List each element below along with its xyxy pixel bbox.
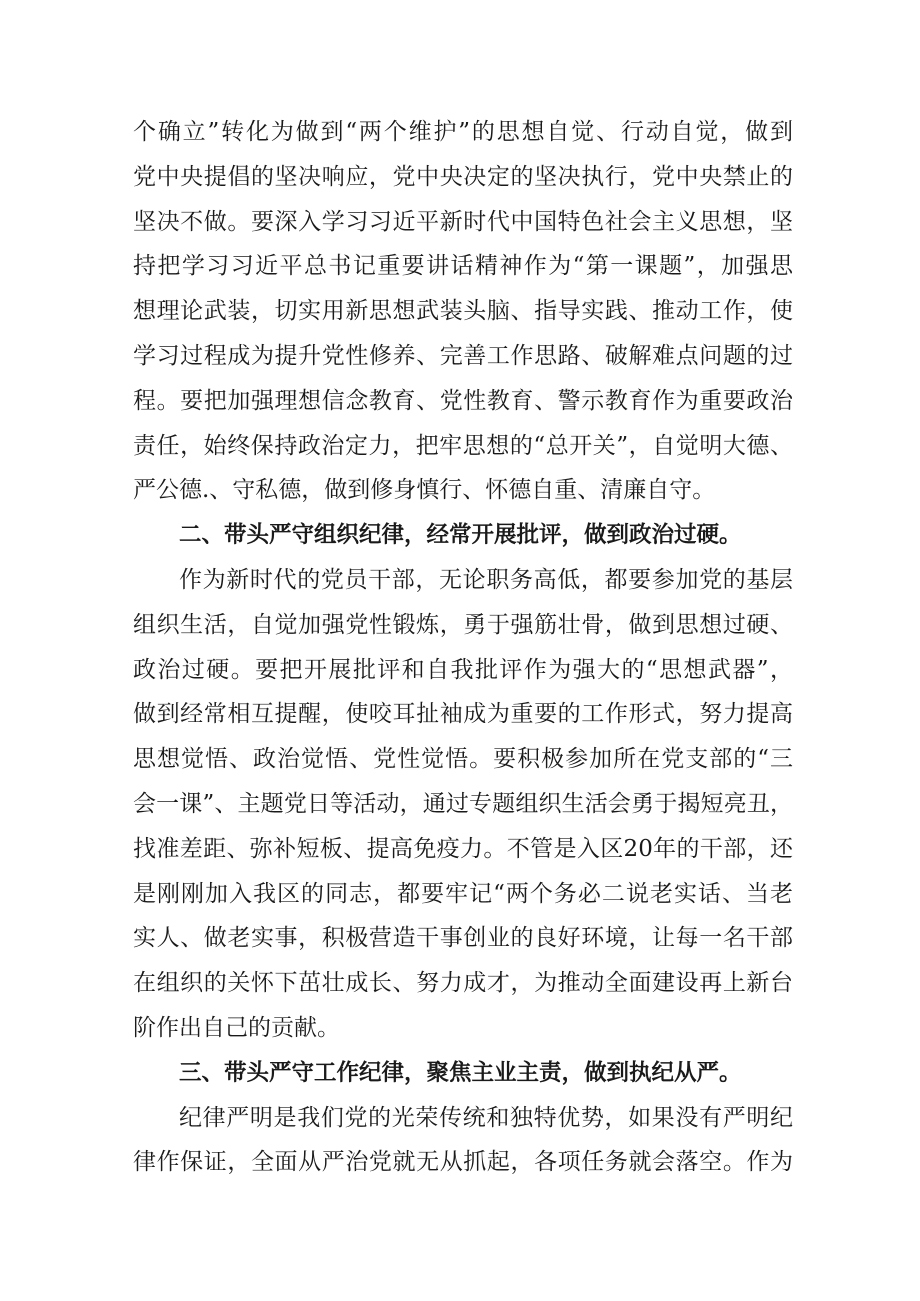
paragraph-line: 实人、做老实事，积极营造干事创业的良好环境，让每一名干部 [133, 925, 793, 952]
paragraph-line: 政治过硬。要把开展批评和自我批评作为强大的“思想武器”， [133, 656, 793, 683]
section-heading-2: 二、带头严守组织纪律，经常开展批评，做到政治过硬。 [179, 522, 742, 549]
section-heading-3: 三、带头严守工作纪律，聚焦主业主责，做到执纪从严。 [179, 1059, 742, 1086]
paragraph-line: 会一课”、主题党日等活动，通过专题组织生活会勇于揭短亮丑， [133, 790, 793, 817]
paragraph-line: 坚决不做。要深入学习习近平新时代中国特色社会主义思想，坚 [133, 208, 793, 235]
paragraph-line: 学习过程成为提升党性修养、完善工作思路、破解难点问题的过 [133, 342, 793, 369]
document-body [133, 110, 793, 1185]
paragraph-line: 持把学习习近平总书记重要讲话精神作为“第一课题”，加强思 [133, 253, 793, 280]
paragraph-line: 组织生活，自觉加强党性锻炼，勇于强筋壮骨，做到思想过硬、 [133, 611, 793, 638]
paragraph-line: 个确立”转化为做到“两个维护”的思想自觉、行动自觉，做到 [133, 119, 793, 145]
paragraph-line: 思想觉悟、政治觉悟、党性觉悟。要积极参加所在党支部的“三 [133, 746, 793, 773]
paragraph-line: 党中央提倡的坚决响应，党中央决定的坚决执行，党中央禁止的 [133, 163, 793, 190]
paragraph-line: 做到经常相互提醒，使咬耳扯袖成为重要的工作形式，努力提高 [133, 701, 793, 728]
paragraph-line: 纪律严明是我们党的光荣传统和独特优势，如果没有严明纪 [179, 1104, 793, 1131]
paragraph-line: 是刚刚加入我区的同志，都要牢记“两个务必二说老实话、当老 [133, 880, 793, 907]
paragraph-line: 律作保证，全面从严治党就无从抓起，各项任务就会落空。作为 [133, 1149, 793, 1176]
paragraph-line: 程。要把加强理想信念教育、党性教育、警示教育作为重要政治 [133, 387, 793, 414]
paragraph-line: 严公德.、守私德，做到修身慎行、怀德自重、清廉自守。 [133, 477, 716, 504]
paragraph-line: 在组织的关怀下茁壮成长、努力成才，为推动全面建设再上新台 [133, 970, 793, 997]
paragraph-line: 想理论武装，切实用新思想武装头脑、指导实践、推动工作，使 [133, 298, 793, 325]
paragraph-line: 作为新时代的党员干部，无论职务高低，都要参加党的基层 [179, 566, 793, 593]
paragraph-line: 阶作出自己的贡献。 [133, 1014, 340, 1041]
paragraph-line: 责任，始终保持政治定力，把牢思想的“总开关”，自觉明大德、 [133, 432, 793, 459]
paragraph-line: 找准差距、弥补短板、提高免疫力。不管是入区20年的干部，还 [133, 835, 793, 862]
